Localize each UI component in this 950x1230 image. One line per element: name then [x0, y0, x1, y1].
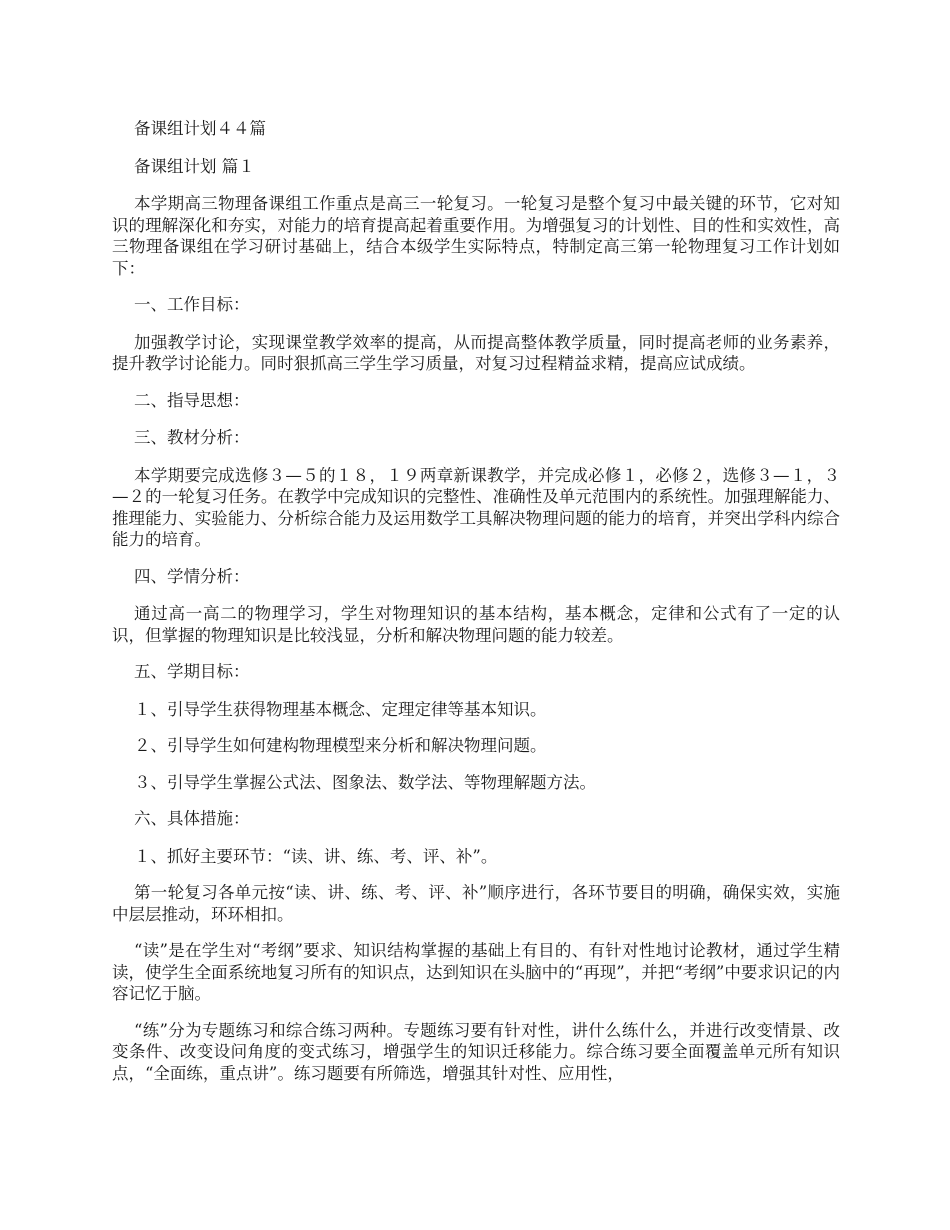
list-item: ３、引导学生掌握公式法、图象法、数学法、等物理解题方法。 — [134, 772, 596, 792]
list-item: １、引导学生获得物理基本概念、定理定律等基本知识。 — [134, 699, 547, 719]
paragraph-student-analysis: 通过高一高二的物理学习，学生对物理知识的基本结构，基本概念，定律和公式有了一定的认识，但掌握的物理知识是比较浅显，分析和解决物理问题的能力较差。 — [112, 604, 840, 645]
document-page — [112, 118, 840, 1099]
paragraph-goals: 加强教学讨论，实现课堂教学效率的提高，从而提高整体教学质量，同时提高老师的业务素养，提升教学讨论能力。同时狠抓高三学生学习质量，对复习过程精益求精，提高应试成绩。 — [112, 332, 840, 373]
paragraph-textbook-analysis: 本学期要完成选修３—５的１８，１９两章新课教学，并完成必修１，必修２，选修３—１，３—２的一轮复习任务。在教学中完成知识的完整性、准确性及单元范围内的系统性。加强理解能力、推理能力、实验能力、分析综合能力及运用数学工具解决物理问题的能力的培育，并突出学科内综合能力的培育。 — [112, 465, 840, 549]
document-title: 备课组计划４４篇 — [134, 119, 266, 138]
paragraph-intro: 本学期高三物理备课组工作重点是高三一轮复习。一轮复习是整个复习中最关键的环节，它对知识的理解深化和夯实，对能力的培育提高起着重要作用。为增强复习的计划性、目的性和实效性，高三物理备课组在学习研讨基础上，结合本级学生实际特点，特制定高三第一轮物理复习工作计划如下： — [112, 194, 840, 278]
section-heading-goals: 一、工作目标： — [134, 295, 250, 314]
paragraph-sequence: 第一轮复习各单元按“读、讲、练、考、评、补”顺序进行，各环节要目的明确，确保实效，实施中层层推动，环环相扣。 — [112, 883, 840, 924]
section-heading-guiding-idea: 二、指导思想： — [134, 390, 250, 410]
document-subtitle: 备课组计划 篇１ — [134, 156, 255, 176]
list-item: ２、引导学生如何建构物理模型来分析和解决物理问题。 — [134, 736, 547, 755]
section-heading-measures: 六、具体措施： — [134, 809, 250, 828]
section-heading-textbook-analysis: 三、教材分析： — [134, 428, 250, 447]
section-heading-student-analysis: 四、学情分析： — [134, 566, 250, 586]
paragraph-read: “读”是在学生对“考纲”要求、知识结构掌握的基础上有目的、有针对性地讨论教材，通过学生精读，使学生全面系统地复习所有的知识点，达到知识在头脑中的“再现”，并把“考纲”中要求识记的内容记忆于脑。 — [112, 941, 840, 1003]
section-heading-term-goals: 五、学期目标： — [134, 662, 250, 681]
list-item: １、抓好主要环节：“读、讲、练、考、评、补”。 — [134, 846, 498, 866]
paragraph-practice: “练”分为专题练习和综合练习两种。专题练习要有针对性，讲什么练什么，并进行改变情景、改变条件、改变设问角度的变式练习，增强学生的知识迁移能力。综合练习要全面覆盖单元所有知识点，“全面练，重点讲”。练习题要有所筛选，增强其针对性、应用性， — [112, 1020, 840, 1083]
